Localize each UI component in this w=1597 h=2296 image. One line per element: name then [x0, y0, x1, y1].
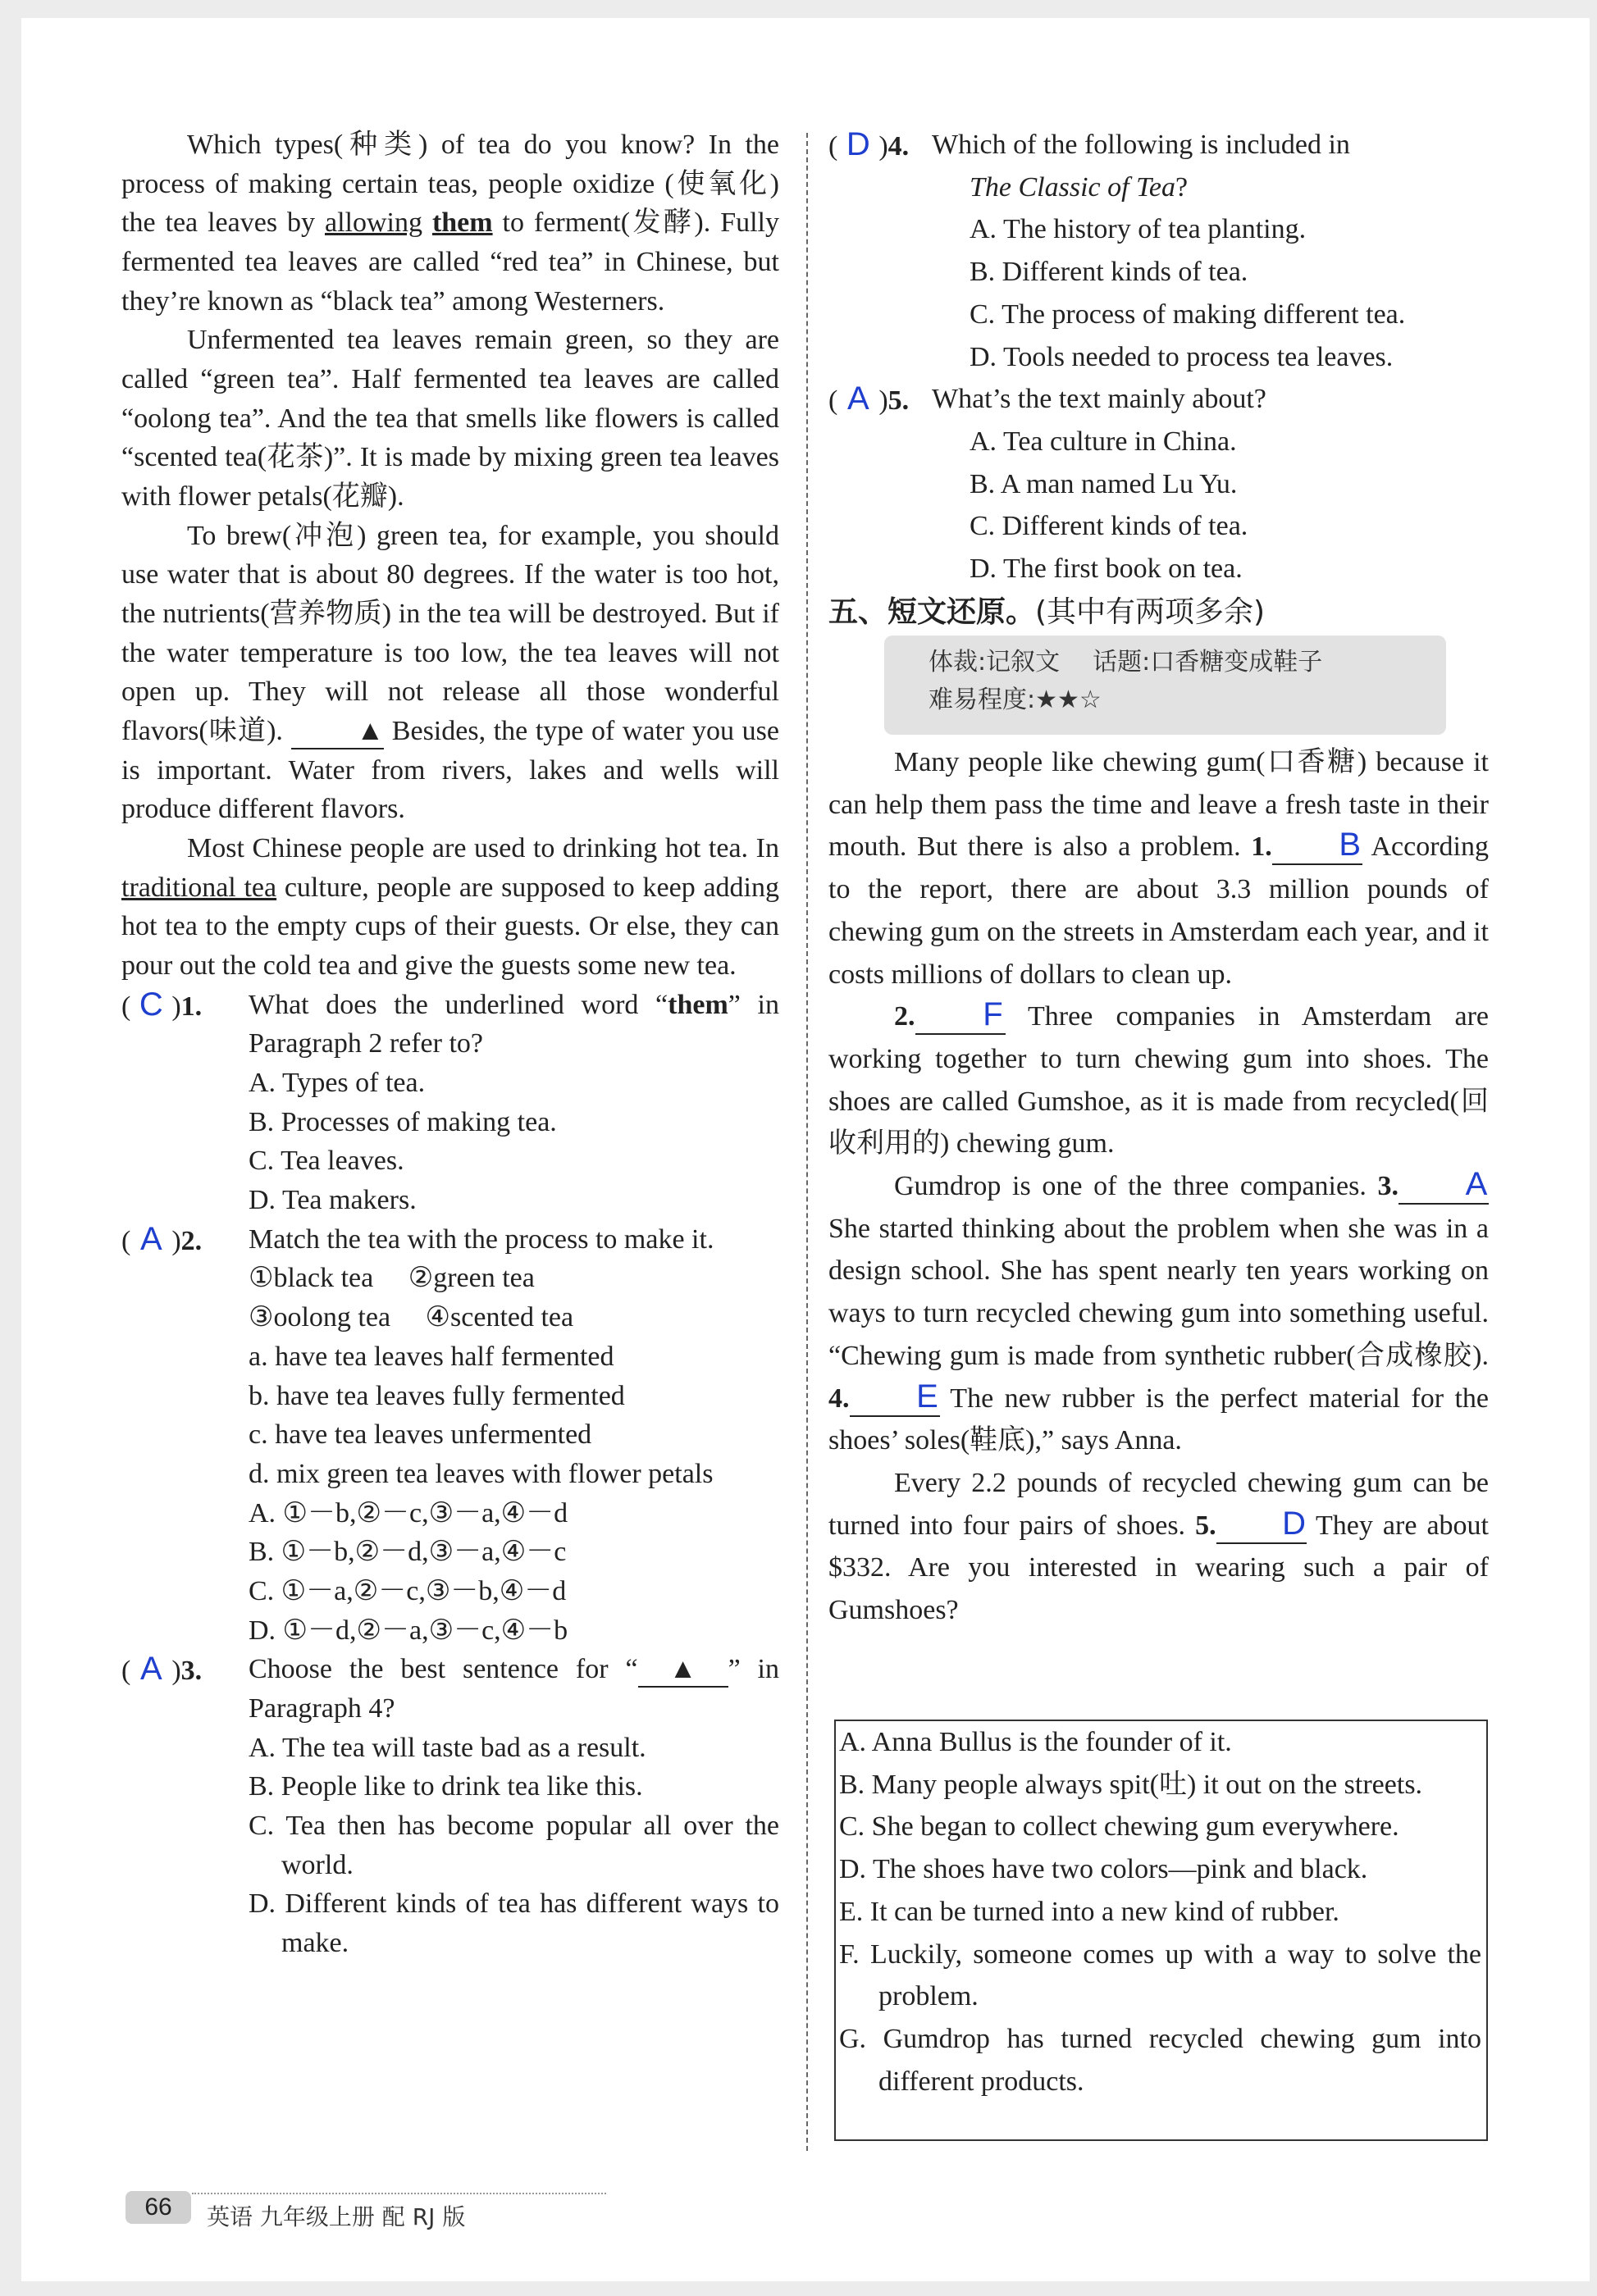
text: Gumdrop is one of the three companies.: [894, 1171, 1378, 1202]
passage-paragraph-2: [828, 995, 1489, 1165]
text: What does the underlined word “: [249, 989, 668, 1020]
option: D. The first book on tea.: [970, 554, 1243, 585]
text: Most Chinese people are used to drinking hot tea. In: [187, 833, 779, 864]
text: to ferment(发酵). Fully fermented tea leaves are called “red tea” in Chinese, but they’re known as “black tea” among Westerners.: [121, 207, 779, 317]
book-title-footer: 英语 九年级上册 配 RJ 版: [207, 2203, 466, 2230]
option: B. ①－b,②－d,③－a,④－c: [249, 1537, 567, 1568]
option: C. Tea leaves.: [249, 1146, 404, 1177]
tea-paragraph-2: Unfermented tea leaves remain green, so they are called “green tea”. Half fermented tea leaves are called “oolong tea”. And the tea that smells like flowers is called “scented tea(花茶)”. It is made by mixing green tea leaves with flower petals(花瓣).: [121, 325, 779, 512]
answer-letter: D: [1282, 1505, 1307, 1542]
question-number: 2.: [180, 1225, 203, 1256]
text: She started thinking about the problem when she was in a design school. She has spent nearly ten years working on ways to turn recycled chewing gum into something useful. “Chewing gum is made from synthetic rubber(合成橡胶).: [828, 1213, 1489, 1371]
difficulty-label: 难易程度:: [929, 686, 1036, 714]
question-number: 5.: [887, 385, 910, 417]
answer-letter: E: [916, 1378, 938, 1414]
text: Three companies in Amsterdam are working together to turn chewing gum into shoes. The shoes are called Gumshoe, as it is made from recycled(回收利用的) chewing gum.: [828, 1001, 1489, 1159]
answer-letter: A: [139, 1220, 162, 1257]
text: ?: [1175, 171, 1189, 203]
question-text: [249, 1650, 779, 1728]
column-divider: [806, 133, 808, 2151]
option: A. Types of tea.: [249, 1068, 426, 1099]
blank-number: 4.: [828, 1383, 850, 1414]
process: b. have tea leaves fully fermented: [249, 1380, 625, 1411]
text: ” in Paragraph 2 refer to?: [249, 989, 779, 1059]
question-text-cont: [932, 166, 1489, 209]
answer-letter: A: [139, 1651, 162, 1688]
question-text: Match the tea with the process to make it.: [249, 1223, 714, 1255]
text: ” in Paragraph 4?: [249, 1654, 779, 1724]
question-3: [121, 1650, 779, 1962]
book-title: The Classic of Tea: [970, 171, 1175, 203]
answer-blank: [1272, 828, 1362, 865]
tea-paragraph-1: [121, 125, 779, 321]
handwritten-underline: traditional tea: [121, 872, 277, 903]
question-prefix: ( D )4.: [828, 124, 909, 168]
question-text: Which of the following is included in: [932, 130, 1350, 160]
right-column: [828, 124, 1489, 590]
option: G. Gumdrop has turned recycled chewing gum into different products.: [839, 2023, 1481, 2097]
option: B. A man named Lu Yu.: [970, 468, 1238, 499]
blank-number: 2.: [894, 1001, 915, 1032]
question-number: 4.: [887, 131, 910, 162]
option: D. ①－d,②－a,③－c,④－b: [249, 1615, 568, 1646]
question-2: [121, 1220, 779, 1650]
option: C. Different kinds of tea.: [970, 511, 1248, 542]
passage-paragraph-1: [828, 741, 1489, 995]
question-number: 3.: [180, 1656, 203, 1687]
option: A. Anna Bullus is the founder of it.: [839, 1727, 1232, 1757]
blank-number: 3.: [1377, 1171, 1399, 1202]
answer-blank: [1216, 1507, 1307, 1544]
tea-type: ①black tea ②green tea: [249, 1263, 535, 1294]
question-1: [121, 986, 779, 1220]
question-prefix: ( A )3.: [121, 1650, 202, 1691]
option: B. People like to drink tea like this.: [249, 1771, 643, 1802]
question-prefix: ( C )1.: [121, 986, 202, 1027]
answer-letter: F: [983, 996, 1003, 1033]
option: A. The history of tea planting.: [970, 214, 1307, 245]
text: They are about $332. Are you interested in wearing such a pair of Gumshoes?: [828, 1510, 1489, 1626]
gum-passage: [828, 741, 1489, 1632]
options-box: [834, 1720, 1488, 2141]
option: A. Tea culture in China.: [970, 426, 1237, 457]
text: Choose the best sentence for “: [249, 1654, 638, 1685]
answer-letter: C: [139, 986, 163, 1023]
section-title: 五、短文还原。: [828, 595, 1036, 629]
option: D. Tools needed to process tea leaves.: [970, 341, 1394, 372]
option: C. The process of making different tea.: [970, 298, 1406, 330]
difficulty: [929, 681, 1446, 719]
text: According to the report, there are about 3.3 million pounds of chewing gum on the streets in Amsterdam each year, and it costs millions of dollars to clean up.: [828, 831, 1489, 990]
question-number: 1.: [180, 991, 203, 1022]
blank-number: 1.: [1251, 831, 1272, 863]
section-note: (其中有两项多余): [1035, 595, 1266, 629]
option: A. ①－b,②－c,③－a,④－d: [249, 1497, 568, 1528]
option: E. It can be turned into a new kind of rubber.: [839, 1896, 1339, 1927]
tea-paragraph-3: [121, 517, 779, 829]
answer-letter: A: [846, 380, 869, 417]
handwritten-underline: allowing: [324, 207, 422, 239]
option: C. Tea then has become popular all over the world.: [249, 1810, 779, 1880]
underlined-word-them: them: [431, 207, 493, 239]
answer-blank: [1399, 1168, 1489, 1205]
answer-letter: D: [846, 126, 870, 162]
page-number: 66: [125, 2191, 191, 2224]
answer-blank: [915, 998, 1006, 1035]
option: B. Many people always spit(吐) it out on the streets.: [839, 1769, 1423, 1800]
option: B. Processes of making tea.: [249, 1106, 557, 1137]
option: A. The tea will taste bad as a result.: [249, 1732, 646, 1763]
text: The new rubber is the perfect material for the shoes’ soles(鞋底),” says Anna.: [828, 1383, 1489, 1456]
text: Many people like chewing gum(口香糖) because it can help them pass the time and leave a fresh taste in their mouth. But there is also a problem.: [828, 747, 1489, 863]
passage-paragraph-3: [828, 1165, 1489, 1462]
tea-paragraph-4: [121, 829, 779, 986]
question-4: [828, 124, 1489, 378]
question-prefix: ( A )2.: [121, 1220, 202, 1261]
genre-topic: [929, 644, 1446, 681]
question-5: [828, 378, 1489, 590]
option: B. Different kinds of tea.: [970, 257, 1248, 288]
text: [422, 207, 432, 238]
text: Every 2.2 pounds of recycled chewing gum can be turned into four pairs of shoes.: [828, 1467, 1489, 1541]
star-rating-icon: ★★☆: [1035, 686, 1102, 714]
answer-letter: B: [1339, 827, 1362, 863]
topic: 话题:口香糖变成鞋子: [1093, 648, 1323, 676]
answer-blank: [850, 1380, 940, 1417]
text: them: [668, 989, 728, 1020]
process: c. have tea leaves unfermented: [249, 1419, 592, 1451]
question-prefix: ( A )5.: [828, 378, 909, 422]
question-text: [249, 986, 779, 1064]
answer-letter: A: [1465, 1166, 1488, 1203]
blank-triangle: ▲: [638, 1653, 728, 1688]
section-heading: [828, 589, 1265, 631]
text: culture, people are supposed to keep adding hot tea to the empty cups of their guests. Or else, they can pour out the cold tea and give the guests some new tea.: [121, 872, 779, 982]
text: To brew(冲泡) green tea, for example, you should use water that is about 80 degrees. If the water is too hot, the nutrients(营养物质) in the tea will be destroyed. But if the water temperature is too low, the tea leaves will not open up. They will not release all those wonderful flavors(味道).: [121, 520, 779, 747]
left-column: [121, 125, 779, 1963]
blank-number: 5.: [1195, 1510, 1216, 1541]
option: F. Luckily, someone comes up with a way to solve the problem.: [839, 1938, 1481, 2012]
option: D. Tea makers.: [249, 1185, 417, 1216]
passage-paragraph-4: [828, 1462, 1489, 1632]
option: D. Different kinds of tea has different ways to make.: [249, 1888, 779, 1958]
question-text: What’s the text mainly about?: [932, 384, 1266, 415]
process: d. mix green tea leaves with flower petals: [249, 1458, 714, 1489]
text: Which types(种类) of tea do you know? In the process of making certain teas, people oxidize (使氧化) the tea leaves by: [121, 130, 779, 239]
process: a. have tea leaves half fermented: [249, 1341, 614, 1372]
genre: 体裁:记叙文: [929, 648, 1061, 676]
passage-info-box: [884, 636, 1446, 735]
option: D. The shoes have two colors—pink and black.: [839, 1854, 1368, 1885]
option: C. ①－a,②－c,③－b,④－d: [249, 1575, 567, 1606]
tea-type: ③oolong tea ④scented tea: [249, 1302, 574, 1333]
blank-triangle: ▲: [291, 715, 385, 749]
option: C. She began to collect chewing gum everywhere.: [839, 1811, 1399, 1843]
text: Besides, the type of water you use is important. Water from rivers, lakes and wells will produce different flavors.: [121, 716, 779, 825]
footer-divider: [192, 2193, 606, 2194]
